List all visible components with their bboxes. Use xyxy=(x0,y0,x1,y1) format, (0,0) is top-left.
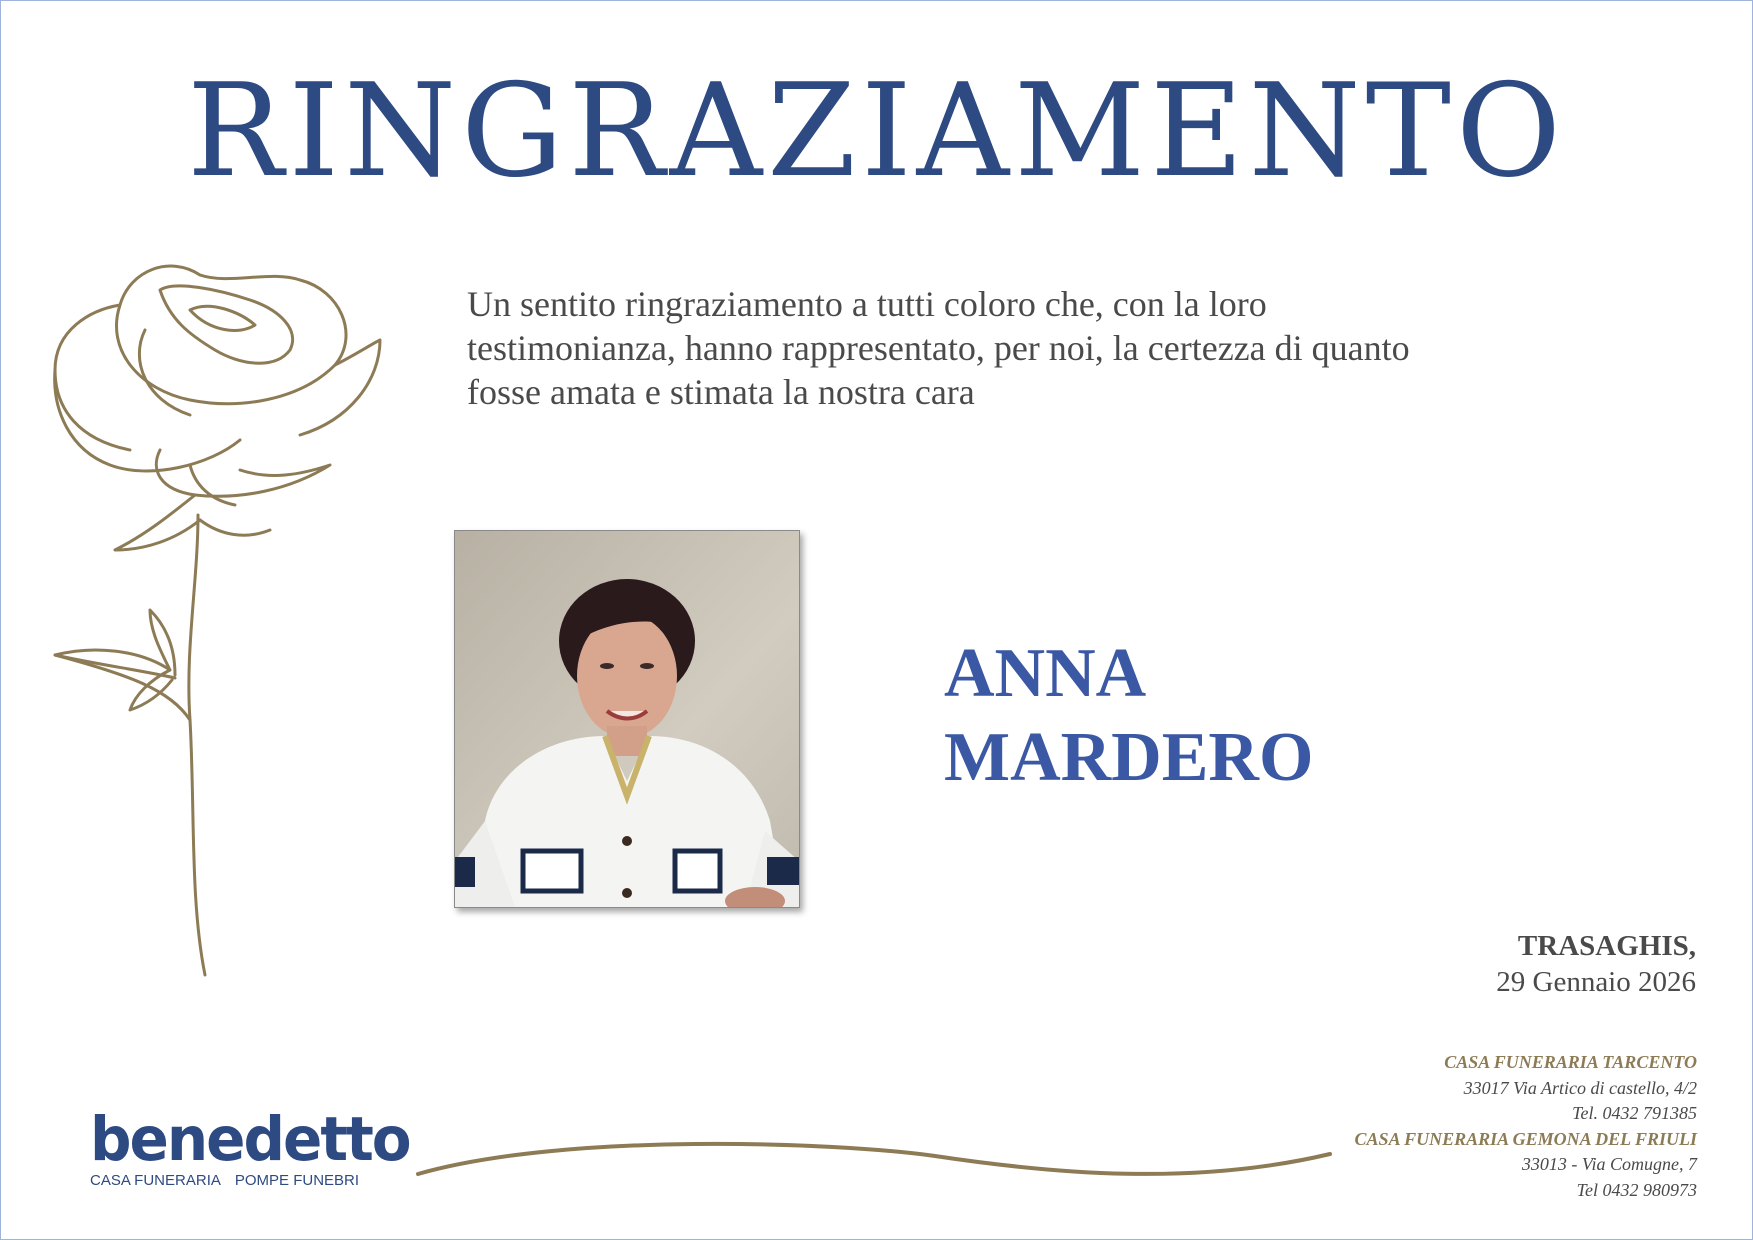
agency-name: CASA FUNERARIA GEMONA DEL FRIULI xyxy=(1354,1128,1697,1149)
page-title: RINGRAZIAMENTO xyxy=(187,57,1566,206)
wave-divider-icon xyxy=(415,1140,1335,1190)
first-name: ANNA xyxy=(944,635,1147,712)
date: 29 Gennaio 2026 xyxy=(1496,966,1696,998)
logo-tagline-1: CASA FUNERARIA xyxy=(90,1172,221,1189)
agency-name: CASA FUNERARIA TARCENTO xyxy=(1444,1052,1697,1072)
deceased-portrait xyxy=(454,530,800,908)
company-logo xyxy=(90,1103,410,1189)
agency-phone: Tel 0432 980973 xyxy=(1576,1179,1697,1200)
agency-address: 33013 - Via Comugne, 7 xyxy=(1521,1154,1697,1174)
thanks-message xyxy=(467,282,1487,414)
last-name: MARDERO xyxy=(944,719,1314,796)
funeral-home-contacts xyxy=(1355,1050,1697,1203)
agency-address: 33017 Via Artico di castello, 4/2 xyxy=(1463,1077,1697,1098)
thanks-line-1: Un sentito ringraziamento a tutti coloro che, con la loro xyxy=(467,284,1267,324)
rose-icon xyxy=(50,250,400,1040)
place-date xyxy=(1496,928,1696,1000)
agency-phone: Tel. 0432 791385 xyxy=(1572,1103,1697,1123)
logo-tagline-2: POMPE FUNEBRI xyxy=(234,1172,360,1189)
deceased-name xyxy=(944,632,1544,800)
thanks-line-3: fosse amata e stimata la nostra cara xyxy=(467,372,975,412)
city: TRASAGHIS, xyxy=(1517,930,1696,962)
thanks-line-2: testimonianza, hanno rappresentato, per noi, la certezza di quanto xyxy=(467,328,1410,368)
logo-wordmark: benedetto xyxy=(90,1103,410,1175)
